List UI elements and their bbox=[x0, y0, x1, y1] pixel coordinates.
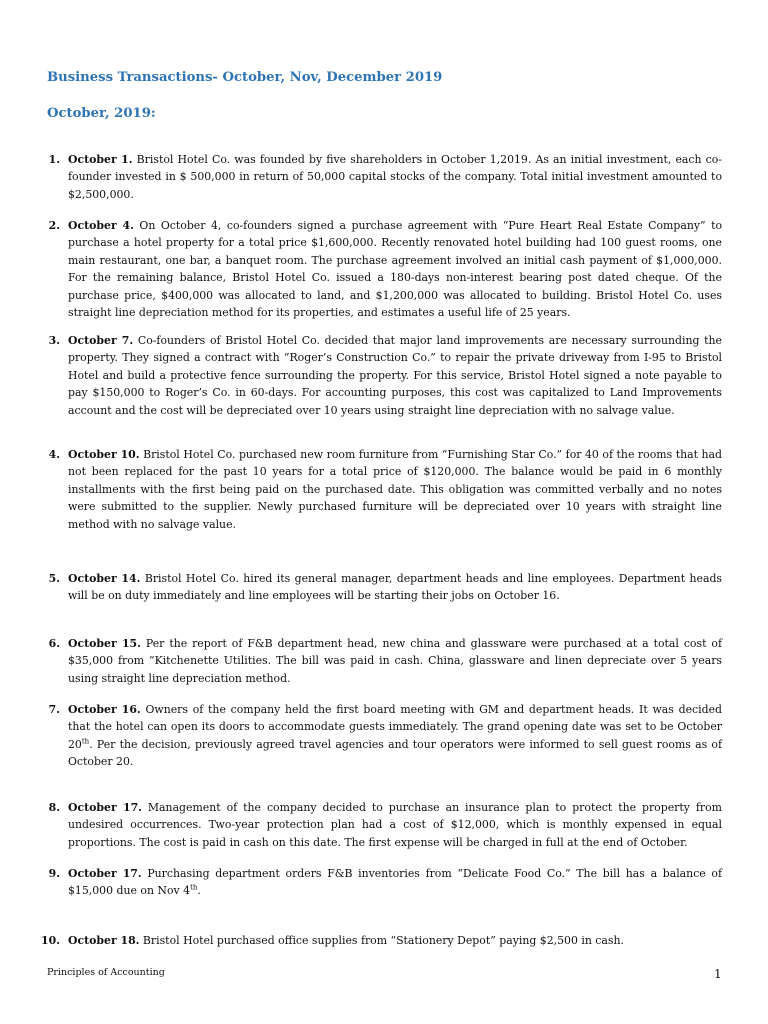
list-item bbox=[48, 701, 722, 771]
item-text: Bristol Hotel Co. purchased new room furniture from “Furnishing Star Co.” for 40 of the rooms that had not been replaced for the past 10 years for a total price of $120,000. The balance would be paid in 6 monthly installments with the first being paid on the purchased date. This obligation was committed verbally and no notes were submitted to the supplier. Newly purchased furniture will be depreciated over 10 years with straight line method with no salvage value. bbox=[68, 448, 723, 531]
item-text: Purchasing department orders F&B inventories from “Delicate Food Co.” The bill has a balance of $15,000 due on Nov 4 bbox=[68, 867, 722, 898]
list-item bbox=[48, 332, 723, 419]
item-text: Co-founders of Bristol Hotel Co. decided that major land improvements are necessary surrounding the property. They signed a contract with “Roger’s Construction Co.” to repair the private driveway from I-95 to Bristol Hotel and build a protective fence surrounding the property. For this service, Bristol Hotel signed a note payable to pay $150,000 to Roger’s Co. in 60-days. For accounting purposes, this cost was capitalized to Land Improvements account and the cost will be depreciated over 10 years using straight line depreciation with no salvage value. bbox=[68, 334, 723, 417]
item-date: October 17. bbox=[68, 801, 142, 814]
section-heading: October, 2019: bbox=[47, 106, 156, 121]
item-date: October 14. bbox=[68, 572, 141, 585]
item-text: Management of the company decided to purchase an insurance plan to protect the property from undesired occurrences. Two-year protection plan had a cost of $12,000, which is monthly expensed in equal proportions. The cost is paid in cash on this date. The first expense will be charged in full at the end of October. bbox=[68, 801, 722, 849]
list-item bbox=[48, 446, 723, 533]
item-number: 9. bbox=[48, 867, 60, 880]
page-number: 1 bbox=[714, 967, 722, 981]
item-number: 7. bbox=[48, 703, 60, 716]
item-number: 4. bbox=[48, 448, 60, 461]
item-number: 1. bbox=[48, 153, 60, 166]
list-item bbox=[48, 151, 722, 203]
item-text: Per the report of F&B department head, new china and glassware were purchased at a total cost of $35,000 from “Kitchenette Utilities. The bill was paid in cash. China, glassware and linen depreciate over 5 years using straight line depreciation method. bbox=[68, 637, 722, 685]
item-date: October 15. bbox=[68, 637, 141, 650]
item-number: 2. bbox=[48, 219, 60, 232]
item-date: October 18. bbox=[68, 934, 140, 947]
item-text: Bristol Hotel Co. hired its general manager, department heads and line employees. Department heads will be on duty immediately and line employees will be starting their jobs on October 16. bbox=[68, 572, 722, 603]
item-date: October 16. bbox=[68, 703, 141, 716]
superscript: th bbox=[190, 883, 198, 892]
item-text: On October 4, co-founders signed a purchase agreement with “Pure Heart Real Estate Company” to purchase a hotel property for a total price $1,600,000. Recently renovated hotel building had 100 guest rooms, one main restaurant, one bar, a banquet room. The purchase agreement involved an initial cash payment of $1,000,000. For the remaining balance, Bristol Hotel Co. issued a 180-days non-interest bearing post dated cheque. Of the purchase price, $400,000 was allocated to land, and $1,200,000 was allocated to building. Bristol Hotel Co. uses straight line depreciation method for its properties, and estimates a useful life of 25 years. bbox=[68, 219, 723, 320]
item-number: 5. bbox=[48, 572, 60, 585]
item-text: Owners of the company held the first board meeting with GM and department heads. It was decided that the hotel can open its doors to accommodate guests immediately. The grand opening date was set to be October 20 bbox=[68, 703, 722, 751]
item-text: Bristol Hotel purchased office supplies from “Stationery Depot” paying $2,500 in cash. bbox=[142, 934, 624, 947]
item-number: 6. bbox=[48, 637, 60, 650]
item-date: October 10. bbox=[68, 448, 140, 461]
list-item bbox=[48, 217, 723, 321]
item-date: October 1. bbox=[68, 153, 133, 166]
list-item bbox=[41, 932, 722, 949]
superscript: th bbox=[81, 737, 90, 746]
list-item bbox=[48, 570, 722, 605]
item-text: Bristol Hotel Co. was founded by five shareholders in October 1,2019. As an initial investment, each co-founder invested in $ 500,000 in return of 50,000 capital stocks of the company. Total initial investment amounted to $2,500,000. bbox=[68, 153, 722, 201]
item-date: October 4. bbox=[68, 219, 134, 232]
document-title: Business Transactions- October, Nov, December 2019 bbox=[47, 70, 443, 85]
list-item bbox=[48, 799, 722, 851]
footer-text: Principles of Accounting bbox=[47, 967, 165, 978]
item-number: 10. bbox=[41, 934, 60, 947]
item-number: 8. bbox=[48, 801, 60, 814]
item-text-continued: . Per the decision, previously agreed travel agencies and tour operators were informed to sell guest rooms as of October 20. bbox=[68, 737, 722, 769]
item-date: October 7. bbox=[68, 334, 134, 347]
list-item bbox=[48, 635, 722, 687]
item-date: October 17. bbox=[68, 867, 142, 880]
item-text-continued: . bbox=[197, 884, 201, 898]
list-item bbox=[48, 865, 722, 900]
item-number: 3. bbox=[48, 334, 60, 347]
